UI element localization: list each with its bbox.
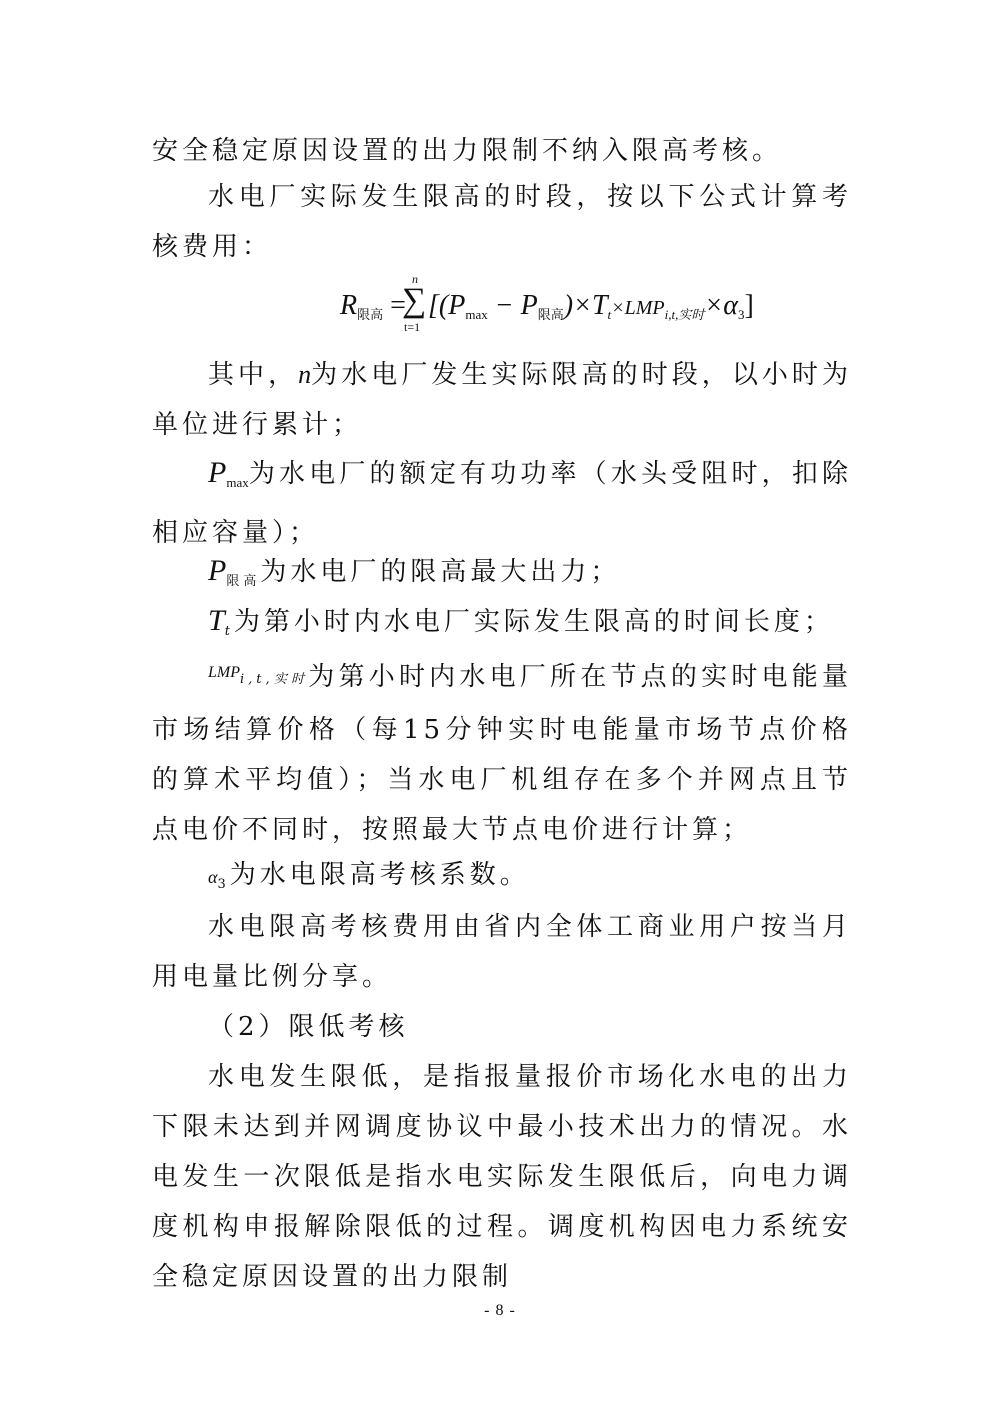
paragraph-n-definition: 其中，n为水电厂发生实际限高的时段，以小时为单位进行累计； <box>152 360 852 440</box>
definition-lmp: $^{LMP}$i,t,实时为第小时内水电厂所在节点的实时电能量市场结算价格（每15分钟实时电能量市场节点价格的算术平均值）；当水电厂机组存在多个并网点且节点电价不同时，按照最大节点电价进行计算； <box>152 662 852 845</box>
sum-lower-limit: t=1 <box>404 320 421 334</box>
formula-body: [($P_{max}$ − $P_{限高})\times Tt\times LMPi,t$,实时$\times\alpha_3$] <box>428 290 754 322</box>
paragraph-low-limit: 水电发生限低，是指报量报价市场化水电的出力下限未达到并网调度协议中最小技术出力的情况。水电发生一次限低是指水电实际发生限低后，向电力调度机构申报解除限低的过程。调度机构因电力系统安全稳定原因设置的出力限制 <box>152 1062 852 1292</box>
definition-t: Tt为第小时内水电厂实际发生限高的时间长度； <box>208 604 834 639</box>
summation-sign: ∑ <box>402 282 427 319</box>
section-heading-low-limit: （2）限低考核 <box>208 1012 409 1042</box>
definition-pmax: $P_{max}$为水电厂的额定有功功率（水头受阻时，扣除相应容量）； <box>152 456 852 548</box>
page-number: - 8 - <box>484 1302 516 1319</box>
definition-alpha: $\alpha_3$为水电限高考核系数。 <box>208 860 530 892</box>
formula-lhs: $R_{限高}$ = <box>340 290 406 322</box>
paragraph-cost-sharing: 水电限高考核费用由省内全体工商业用户按当月用电量比例分享。 <box>152 912 852 992</box>
paragraph-intro: 安全稳定原因设置的出力限制不纳入限高考核。 <box>152 136 783 166</box>
sum-upper-limit: n <box>412 272 418 286</box>
paragraph-formula-lead: 水电厂实际发生限高的时段，按以下公式计算考核费用： <box>152 182 852 262</box>
definition-plimit: $P_{限高}$为水电厂的限高最大出力； <box>208 554 621 589</box>
penalty-formula <box>340 272 754 346</box>
